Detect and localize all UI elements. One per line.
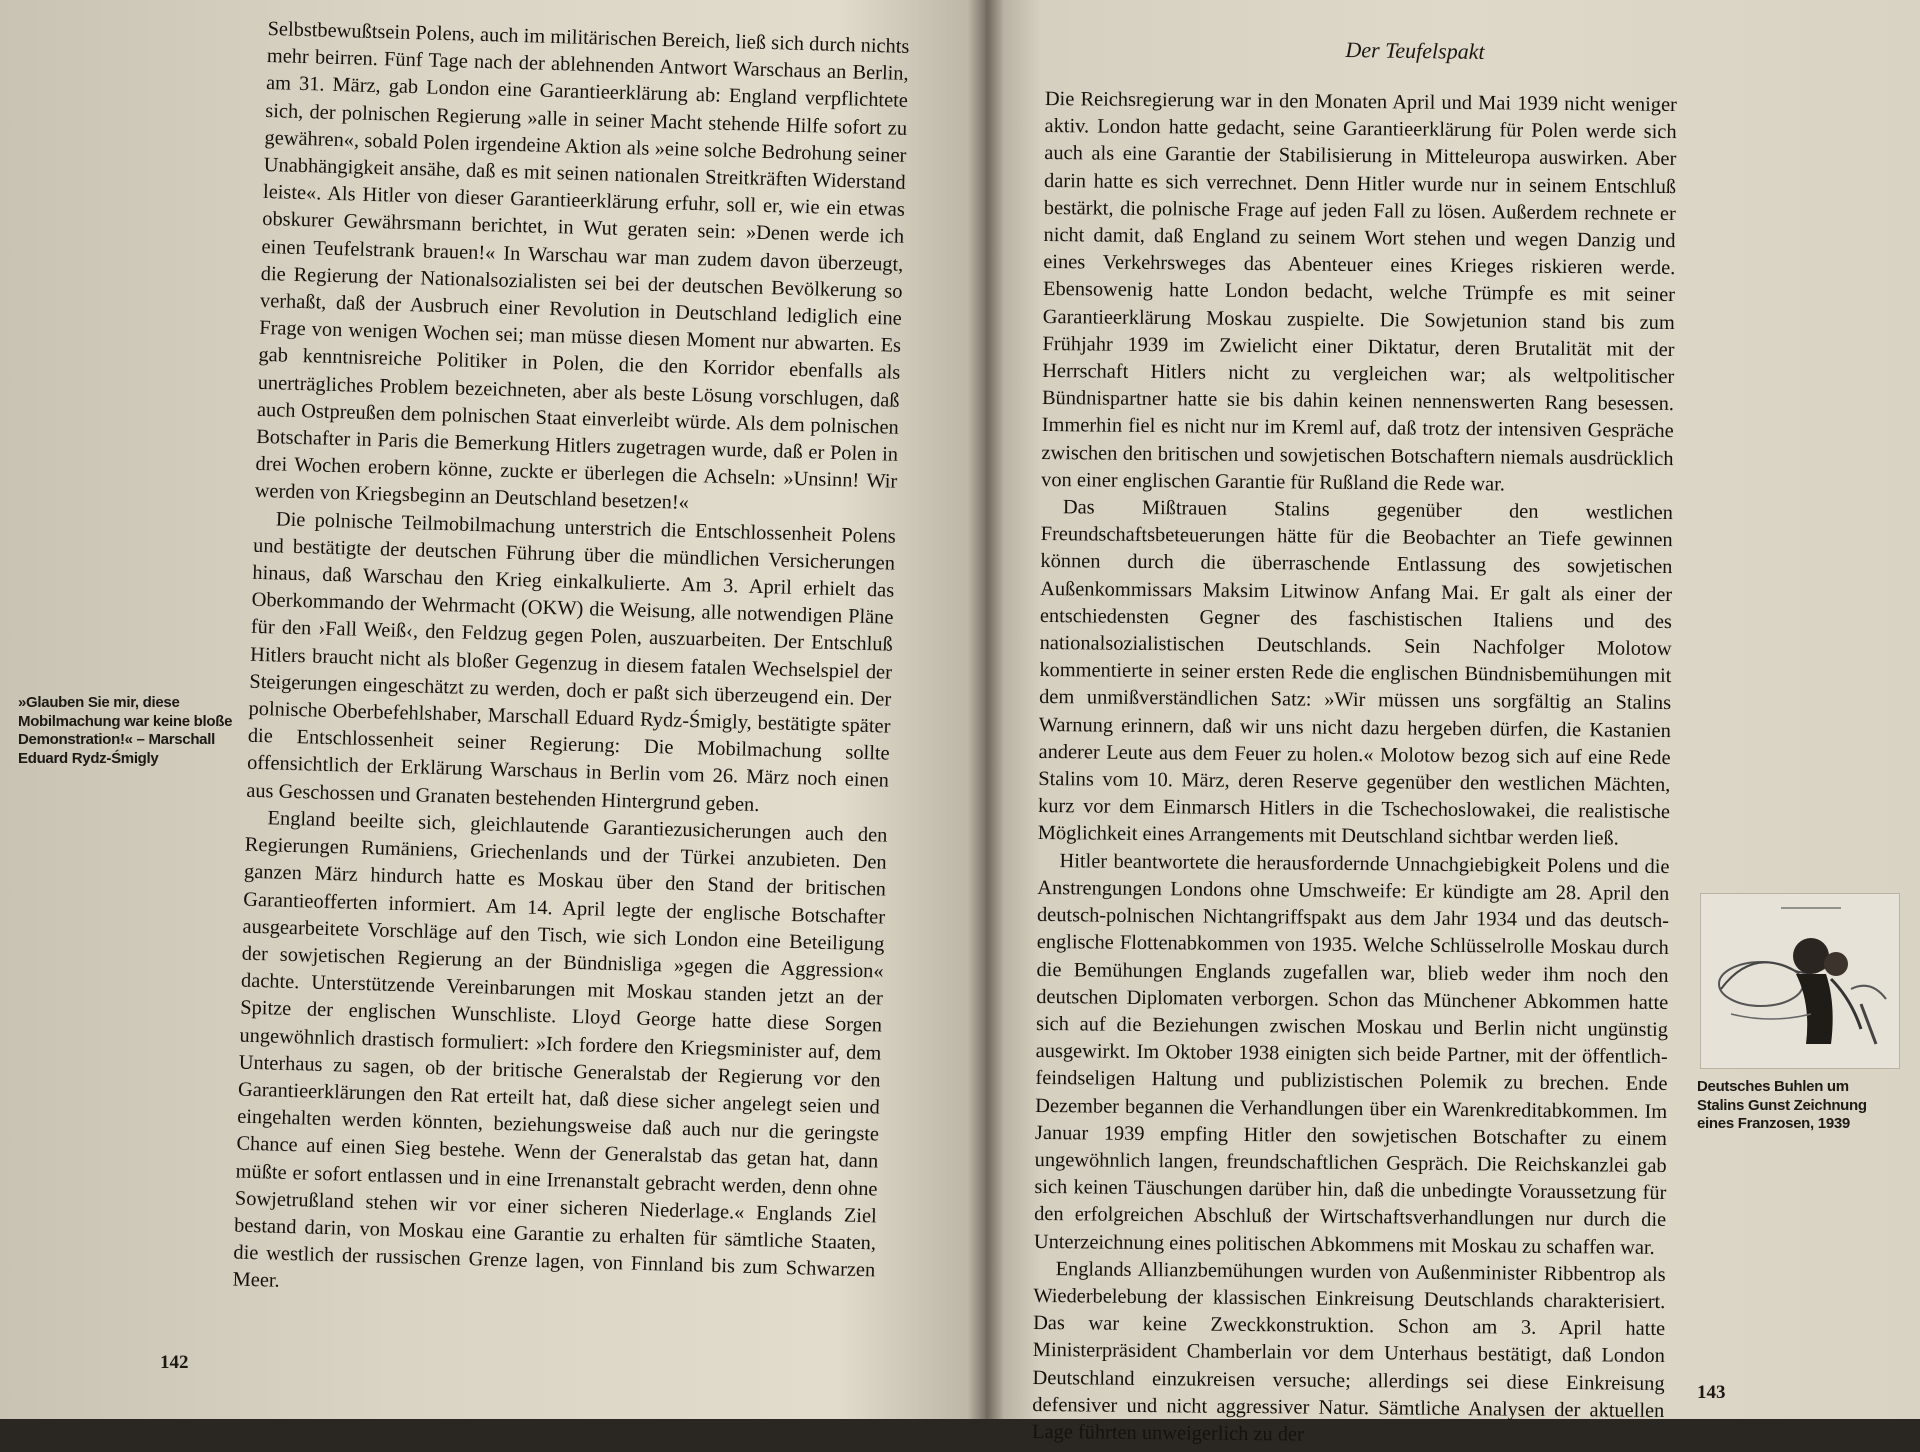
left-page-number: 142	[160, 1352, 189, 1373]
right-margin-caption: Deutsches Buhlen um Stalins Gunst Zeichnung eines Franzosen, 1939	[1697, 1078, 1867, 1132]
caricature-illustration	[1700, 893, 1900, 1069]
right-paragraph-1: Die Reichsregierung war in den Monaten April und Mai 1939 nicht weniger aktiv. London hatte gedacht, seine Garantieerklärung für Polen werde sich auch als eine Garantie der Stabilisierung in Mitteleuropa auswirken. Aber darin hatte es sich verrechnet. Denn Hitler wurde nur in seinem Entschluß bestärkt, die polnische Frage auf jeden Fall zu lösen. Außerdem rechnete er nicht damit, daß England zu seinem Wort stehen und wegen Danzig und eines Verkehrsweges das Abenteuer eines Krieges riskieren werde. Ebensowenig hatte London bedacht, welche Trümpfe es mit seiner Garantieerklärung Moskau zuspielte. Die Sowjetunion stand bis zum Frühjahr 1939 im Zwielicht einer Diktatur, deren Brutalität mit der Herrschaft Hitlers nicht zu vergleichen war; als weltpolitischer Bündnispartner hatte sie bis dahin keinen nennenswerten Rang besessen. Immerhin fiel es nicht nur im Kreml auf, daß trotz der intensiven Gespräche zwischen den britischen und sowjetischen Botschaftern niemals ausdrücklich von einer englischen Garantie für Rußland die Rede war.	[1041, 87, 1677, 496]
right-page-number: 143	[1697, 1382, 1726, 1403]
left-paragraph-3: England beeilte sich, gleichlautende Garantiezusicherungen auch den Regierungen Rumäniens, Griechenlands und der Türkei anzubieten. Den ganzen März hindurch hatte es Moskau über den Stand der britischen Garantieofferten informiert. Am 14. April legte der englische Botschafter ausgearbeitete Vorschläge auf den Tisch, wie sich London eine Beteiligung der sowjetischen Regierung an der Bündnisliga »gegen die Aggression« dachte. Unterstützende Vereinbarungen mit Moskau standen jetzt an der Spitze der englischen Wunschliste. Lloyd George hatte diese Sorgen ungewöhnlich drastisch formuliert: »Ich fordere den Kriegsminister auf, dem Unterhaus zu sagen, ob der britische Generalstab der Regierung vor den Garantieerklärungen den Rat erteilt hat, daß diese sicher angelegt seien und eingehalten werden könnten, beziehungsweise daß auch nur die geringste Chance auf einen Sieg bestehe. Wenn der Generalstab das getan hat, dann müßte er sofort entlassen und in eine Irrenanstalt gebracht werden, denn ohne Sowjetrußland stehen wir vor einer sicheren Niederlage.« Englands Ziel bestand darin, von Moskau eine Garantie zu erhalten für sämtliche Staaten, die westlich der russischen Grenze lagen, von Finnland bis zum Schwarzen Meer.	[232, 807, 888, 1293]
left-page-body	[232, 16, 909, 1312]
left-margin-quote: »Glauben Sie mir, diese Mobilmachung war keine bloße Demonstration!« – Marschall Eduard Rydz-Śmigly	[18, 694, 233, 767]
caricature-drawing	[1701, 894, 1899, 1068]
right-paragraph-2: Das Mißtrauen Stalins gegenüber den westlichen Freundschaftsbeteuerungen hätte für die Beobachter an Tiefe gewinnen können durch die überraschende Entlassung des sowjetischen Außenkommissars Maksim Litwinow Anfang Mai. Er galt als einer der entschiedensten Gegner des faschistischen Italiens und des nationalsozialistischen Deutschlands. Sein Nachfolger Molotow kommentierte in seiner ersten Rede die englischen Bündnisbemühungen mit dem unmißverständlichen Satz: »Wir müssen uns sorgfältig an Stalins Warnung erinnern, daß wir uns nicht dazu hergeben dürfen, die Kastanien anderer Leute aus dem Feuer zu holen.« Molotow bezog sich auf eine Rede Stalins vom 10. März, deren Reserve gegenüber den westlichen Mächten, kurz vor dem Einmarsch Hitlers in die Tschechoslowakei, die realistische Möglichkeit eines Arrangements mit Deutschland sichtbar werden ließ.	[1037, 496, 1674, 851]
running-head: Der Teufelspakt	[1345, 37, 1485, 64]
right-paragraph-4: Englands Allianzbemühungen wurden von Außenminister Ribbentrop als Wiederbelebung der klassischen Einkreisung Deutschlands charakterisiert. Das war keine Zweckkonstruktion. Schon am 3. April hatte Ministerpräsident Chamberlain vor dem Unterhaus bestätigt, daß London Deutschland einzukreisen versuche; allerdings sei diese Einkreisung defensiver und nicht aggressiver Natur. Sämtliche Analysen der aktuellen Lage führten unweigerlich zu der	[1031, 1257, 1666, 1446]
right-paragraph-3: Hitler beantwortete die herausfordernde Unnachgiebigkeit Polens und die Anstrengungen Londons ohne Umschweife: Er kündigte am 28. April den deutsch-polnischen Nichtangriffspakt aus dem Jahr 1934 und das deutsch-englische Flottenabkommen von 1935. Welche Schlüsselrolle Moskau durch die Bemühungen Englands zugefallen war, blieb weder ihm noch den deutschen Diplomaten verborgen. Schon das Münchener Abkommen hatte sich auf die Beziehungen zwischen Moskau und Berlin nicht ungünstig ausgewirkt. Im Oktober 1938 einigten sich beide Partner, mit der öffentlich-feindseligen Haltung und publizistischen Polemik zu brechen. Ende Dezember begannen die Verhandlungen über ein Warenkreditabkommen. Im Januar 1939 empfing Hitler den sowjetischen Botschafter zu einem ungewöhnlich langen, freundschaftlichen Gespräch. Die Reichskanzlei gab sich keinen Täuschungen darüber hin, daß die unbedingte Voraussetzung für den erfolgreichen Abschluß der Wirtschaftsverhandlungen nur durch die Unterzeichnung eines politischen Abkommens mit Moskau zu schaffen war.	[1033, 849, 1670, 1259]
right-page-body	[1032, 86, 1677, 1452]
book-gutter	[968, 0, 1004, 1419]
left-paragraph-1: Selbstbewußtsein Polens, auch im militärischen Bereich, ließ sich durch nichts mehr beirren. Fünf Tage nach der ablehnenden Antwort Warschaus an Berlin, am 31. März, gab London eine Garantieerklärung ab: England verpflichtete sich, der polnischen Regierung »alle in seiner Macht stehende Hilfe sofort zu gewähren«, sobald Polen irgendeine Aktion als »eine solche Bedrohung seiner Unabhängigkeit ansähe, daß es mit seinen nationalen Streitkräften Widerstand leiste«. Als Hitler von dieser Garantieerklärung erfuhr, soll er, wie ein etwas obskurer Gewährsmann berichtet, in Wut geraten sein: »Denen werde ich einen Teufelstrank brauen!« In Warschau war man zudem davon überzeugt, die Regierung der Nationalsozialisten sei bei der deutschen Bevölkerung so verhaßt, daß der Ausbruch einer Revolution in Deutschland lediglich eine Frage von wenigen Wochen sei; man müsse diesen Moment nur abwarten. Es gab kenntnisreiche Politiker in Polen, die den Korridor ebenfalls als unerträgliches Problem bezeichneten, aber als beste Lösung vorschlugen, daß auch Ostpreußen dem polnischen Staat einverleibt würde. Als dem polnischen Botschafter in Paris die Bemerkung Hitlers zugetragen wurde, daß er Polen in drei Wochen erobern könne, zuckte er überlegen die Achseln: »Unsinn! Wir werden von Kriegsbeginn an Deutschland besetzen!«	[254, 17, 910, 515]
left-paragraph-2: Die polnische Teilmobilmachung unterstrich die Entschlossenheit Polens und bestätigte der deutschen Führung über die mündlichen Versicherungen hinaus, daß Warschau den Krieg einkalkulierte. Am 3. April erhielt das Oberkommando der Wehrmacht (OKW) die Weisung, alle notwendigen Pläne für den ›Fall Weiß‹, den Feldzug gegen Polen, auszuarbeiten. Der Entschluß Hitlers braucht nicht als bloßer Gegenzug in diesem fatalen Wechselspiel der Steigerungen eingeschätzt zu werden, doch er paßt sich überzeugend ein. Der polnische Oberbefehlshaber, Marschall Eduard Rydz-Śmigly, bestätigte später die Entschlossenheit seiner Regierung: Die Mobilmachung sollte offensichtlich der Erklärung Warschaus in Berlin vom 26. März noch einen aus Geschossen und Granaten bestehenden Hintergrund geben.	[246, 508, 897, 816]
